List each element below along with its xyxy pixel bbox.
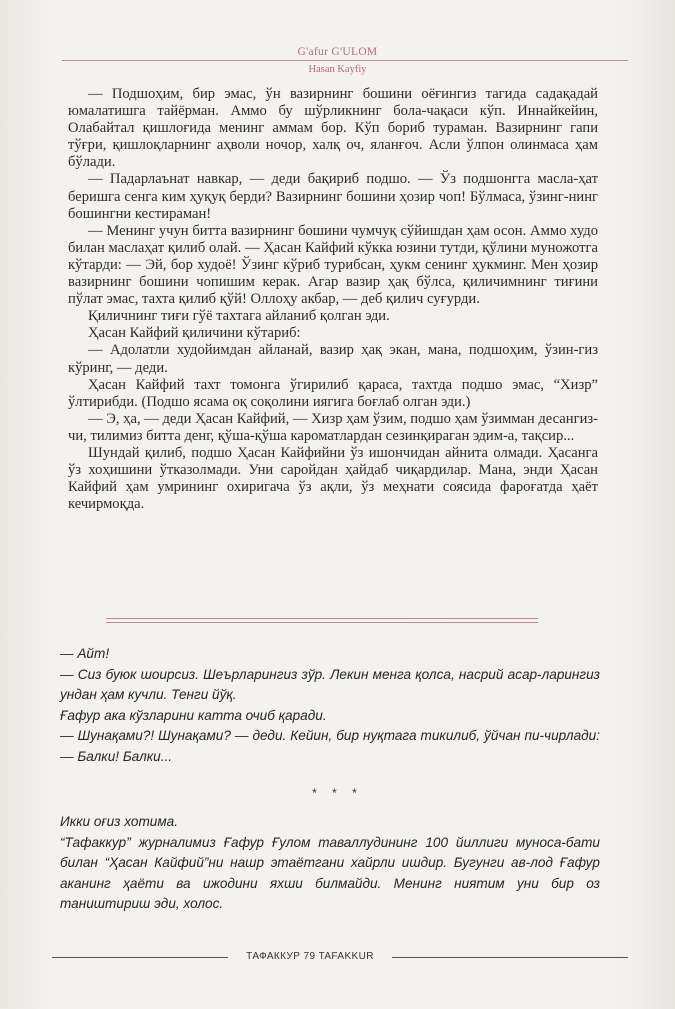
page-footer (0, 951, 675, 965)
story-paragraph: — Подшоҳим, бир эмас, ўн вазирнинг бошини оёғингиз тагида садақадай юмалатишга тайёрман. Аммо бу шўрликнинг бола-чақаси кўп. Иннайкейин, Олабайтал қишлоғида менинг аммам бор. Кўп бориб тураман. Вазирнинг гапи тўғри, қишлоқларнинг аҳволи ночор, халқ оч, яланғоч. Асли ўлпон олинмаса ҳам бўлади. (68, 86, 598, 171)
interview-line: — Айт! (60, 646, 110, 661)
divider-line (106, 622, 538, 623)
story-paragraph: — Падарлаънат навкар, — деди бақириб подшо. — Ўз подшонгга масла-ҳат беришга сенга ким ҳуқуқ берди? Вазирнинг бошини ҳозир чоп! Бўлмаса, ўзинг-нинг бошингни кестираман! (68, 171, 598, 222)
story-paragraph: — Адолатли худойимдан айланай, вазир ҳақ экан, мана, подшоҳим, ўзин-гиз кўринг, — деди. (68, 342, 598, 376)
story-text (68, 86, 598, 513)
section-divider (106, 618, 538, 623)
story-paragraph: Шундай қилиб, подшо Ҳасан Кайфийни ўз ишончидан айнита олмади. Ҳасанга ўз хоҳишини ўтказолмади. Уни саройдан ҳайдаб чиқардилар. Мана, энди Ҳасан Кайфий ҳам умрининг охиригача ўз ақли, ўз меҳнати соясида фароғатда ҳаёт кечирмоқда. (68, 444, 598, 513)
header-rule (62, 60, 628, 61)
story-paragraph: — Менинг учун битта вазирнинг бошини чумчуқ сўйишдан ҳам осон. Аммо худо билан маслаҳат қилиб олай. — Ҳасан Кайфий кўкка юзини тутди, қўлини муножотга кўтарди: — Эй, бор худоё! Ўзинг кўриб турибсан, ҳукм сенинг ҳукминг. Мен ҳозир вазирнинг бошини чопишим керак. Агар вазир ҳақ бўлса, қиличимнинг тиғини пўлат эмас, тахта қилиб қўй! Оллоҳу акбар, — деб қилич суғурди. (68, 222, 598, 308)
story-paragraph: Ҳасан Кайфий тахт томонга ўгирилиб қараса, тахтда подшо эмас, “Хизр” ўлтирибди. (Подшо ясама оқ соқолини иягига боғлаб олган эди.) (68, 376, 598, 410)
header-title: Hasan Kayfiy (308, 64, 367, 75)
closing-line: “Тафаккур” журналимиз Ғафур Ғулом таваллудининг 100 йиллиги муноса-бати билан “Ҳасан Кайфий”ни нашр этаётгани хайрли ишдир. Бугунги ав-лод Ғафур аканинг ҳаёти ва ижодини яхши билмайди. Менинг ниятим уни бир оз таништириш эди, холос. (60, 834, 600, 911)
interview-line: — Шунақами?! Шунақами? — деди. Кейин, бир нуқтага тикилиб, ўйчан пи-чирлади: — Балки! Балки... (60, 728, 600, 764)
closing-line: Икки оғиз хотима. (60, 814, 178, 829)
section-separator: * * * (312, 786, 363, 800)
footer-rule (52, 957, 228, 958)
interview-text (60, 644, 600, 767)
closing-text (60, 812, 600, 915)
footer-rule (392, 957, 628, 958)
story-paragraph: Ҳасан Кайфий қиличини кўтариб: (88, 325, 301, 342)
divider-line (106, 618, 538, 619)
header-author: G'afur G'ULOM (297, 46, 378, 58)
story-paragraph: — Э, ҳа, — деди Ҳасан Кайфий, — Хизр ҳам ўзим, подшо ҳам ўзимман десангиз-чи, тилимиз битта денг, қўша-қўша кароматлардан сезинқираган эдим-а, тақсир... (68, 410, 599, 444)
story-paragraph: Қиличнинг тиғи гўё тахтага айланиб қолган эди. (88, 308, 390, 325)
interview-line: Ғафур ака кўзларини катта очиб қаради. (60, 707, 327, 723)
footer-label: ТАФАККУР 79 TAFAKKUR (246, 951, 374, 962)
interview-line: — Сиз буюк шоирсиз. Шеърларингиз зўр. Лекин менга қолса, насрий асар-ларингиз ундан ҳам кучли. Тенги йўқ. (60, 666, 600, 702)
running-header (0, 46, 675, 58)
